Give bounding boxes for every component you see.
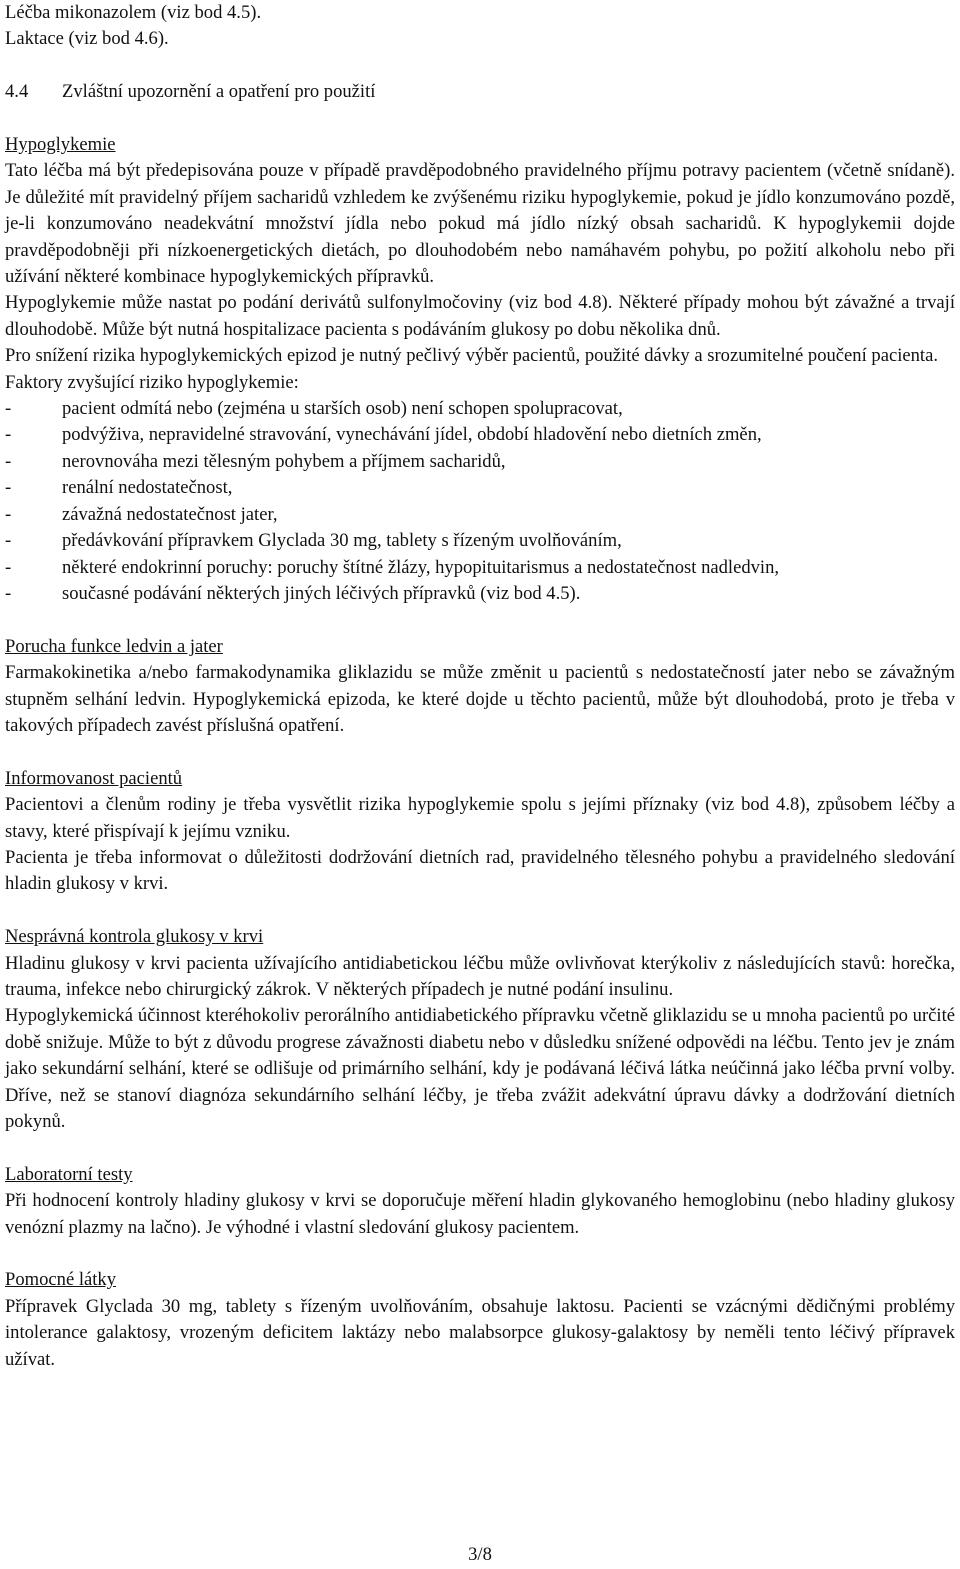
paragraph: Pacienta je třeba informovat o důležitosti dodržování dietních rad, pravidelného tělesného pohybu a pravidelného sledování hladin glukosy v krvi. [5, 846, 955, 895]
list-item [5, 396, 955, 422]
list-item-text: současné podávání některých jiných léčivých přípravků (viz bod 4.5). [62, 582, 581, 604]
subheading-testy: Laboratorní testy [5, 1163, 133, 1185]
bullet-dash: - [5, 503, 12, 525]
subheading-informovanost: Informovanost pacientů [5, 767, 183, 789]
list-item [5, 581, 955, 607]
list-item-text: podvýživa, nepravidelné stravování, vynechávání jídel, období hladovění nebo dietních změn, [62, 424, 762, 446]
paragraph: Pacientovi a členům rodiny je třeba vysvětlit rizika hypoglykemie spolu s jejími příznaky (viz bod 4.8), způsobem léčby a stavy, které přispívají k jejímu vzniku. [5, 794, 955, 842]
list-item-text: závažná nedostatečnost jater, [62, 503, 278, 525]
bullet-dash: - [5, 424, 12, 446]
section-heading [5, 79, 955, 105]
bullet-dash: - [5, 398, 12, 420]
list-item-text: pacient odmítá nebo (zejména u starších osob) není schopen spolupracovat, [62, 398, 623, 420]
paragraph: Pro snížení rizika hypoglykemických epizod je nutný pečlivý výběr pacientů, použité dávky a srozumitelné poučení pacienta. [5, 345, 939, 367]
subheading-porucha: Porucha funkce ledvin a jater [5, 635, 223, 657]
bullet-dash: - [5, 450, 12, 472]
risk-factors-list [5, 396, 955, 607]
bullet-dash: - [5, 582, 12, 604]
paragraph: Tato léčba má být předepisována pouze v případě pravděpodobného pravidelného příjmu potravy pacientem (včetně snídaně). Je důležité mít pravidelný příjem sacharidů vzhledem ke zvýšenému riziku hypoglykemie, pokud je jídlo konzumováno pozdě, je-li konzumováno neadekvátní množství jídla nebo pokud má jídlo nízký obsah sacharidů. K hypoglykemii dojde pravděpodobněji při nízkoenergetických dietách, po dlouhodobém nebo namáhavém pohybu, po požití alkoholu nebo při užívání některé kombinace hypoglykemických přípravků. [5, 160, 955, 288]
intro-line: Laktace (viz bod 4.6). [5, 28, 169, 50]
paragraph: Hladinu glukosy v krvi pacienta užívajícího antidiabetickou léčbu může ovlivňovat kterýkoliv z následujících stavů: horečka, trauma, infekce nebo chirurgický zákrok. V některých případech je nutné podání insulinu. [5, 952, 955, 1000]
document-page [5, 0, 955, 1373]
list-item [5, 555, 955, 581]
bullet-dash: - [5, 477, 12, 499]
section-number: 4.4 [5, 81, 29, 103]
bullet-dash: - [5, 556, 12, 578]
list-item-text: některé endokrinní poruchy: poruchy štítné žlázy, hypopituitarismus a nedostatečnost nadledvin, [62, 556, 780, 578]
list-item-text: renální nedostatečnost, [62, 477, 233, 499]
paragraph: Přípravek Glyclada 30 mg, tablety s řízeným uvolňováním, obsahuje laktosu. Pacienti se vzácnými dědičnými problémy intolerance galaktosy, vrozeným deficitem laktázy nebo malabsorpce glukosy-galaktosy by neměli tento léčivý přípravek užívat. [5, 1295, 955, 1370]
list-item [5, 502, 955, 528]
subheading-hypoglykemie: Hypoglykemie [5, 134, 116, 155]
list-item-text: nerovnováha mezi tělesným pohybem a příjmem sacharidů, [62, 450, 506, 472]
list-item [5, 422, 955, 448]
list-item [5, 528, 955, 554]
subheading-kontrola: Nesprávná kontrola glukosy v krvi [5, 926, 264, 948]
bullet-dash: - [5, 530, 12, 552]
paragraph: Hypoglykemická účinnost kteréhokoliv perorálního antidiabetického přípravku včetně gliklazidu se u mnoha pacientů po určité době snižuje. Může to být z důvodu progrese závažnosti diabetu nebo v důsledku snížené odpovědi na léčbu. Tento jev je znám jako sekundární selhání, které se odlišuje od primárního selhání, kdy je podávaná léčivá látka neúčinná jako léčba první volby. Dříve, než se stanoví diagnóza sekundárního selhání léčby, je třeba zvážit adekvátní úpravu dávky a dodržování dietních pokynů. [5, 1005, 955, 1132]
paragraph: Hypoglykemie může nastat po podání derivátů sulfonylmočoviny (viz bod 4.8). Některé případy mohou být závažné a trvají dlouhodobě. Může být nutná hospitalizace pacienta s podáváním glukosy po dobu několika dnů. [5, 292, 955, 340]
list-item [5, 475, 955, 501]
list-item [5, 449, 955, 475]
page-number: 3/8 [468, 1544, 492, 1565]
paragraph: Farmakokinetika a/nebo farmakodynamika gliklazidu se může změnit u pacientů s nedostatečností jater nebo se závažným stupněm selhání ledvin. Hypoglykemická epizoda, ke které dojde u těchto pacientů, může být dlouhodobá, proto je třeba v takových případech zavést příslušná opatření. [5, 662, 955, 736]
section-title: Zvláštní upozornění a opatření pro použití [62, 81, 376, 103]
list-item-text: předávkování přípravkem Glyclada 30 mg, tablety s řízeným uvolňováním, [62, 530, 622, 552]
factors-label: Faktory zvyšující riziko hypoglykemie: [5, 371, 299, 393]
paragraph: Při hodnocení kontroly hladiny glukosy v krvi se doporučuje měření hladin glykovaného hemoglobinu (nebo hladiny glukosy venózní plazmy na lačno). Je výhodné i vlastní sledování glukosy pacientem. [5, 1190, 955, 1238]
subheading-latky: Pomocné látky [5, 1269, 117, 1291]
intro-line: Léčba mikonazolem (viz bod 4.5). [5, 2, 262, 23]
